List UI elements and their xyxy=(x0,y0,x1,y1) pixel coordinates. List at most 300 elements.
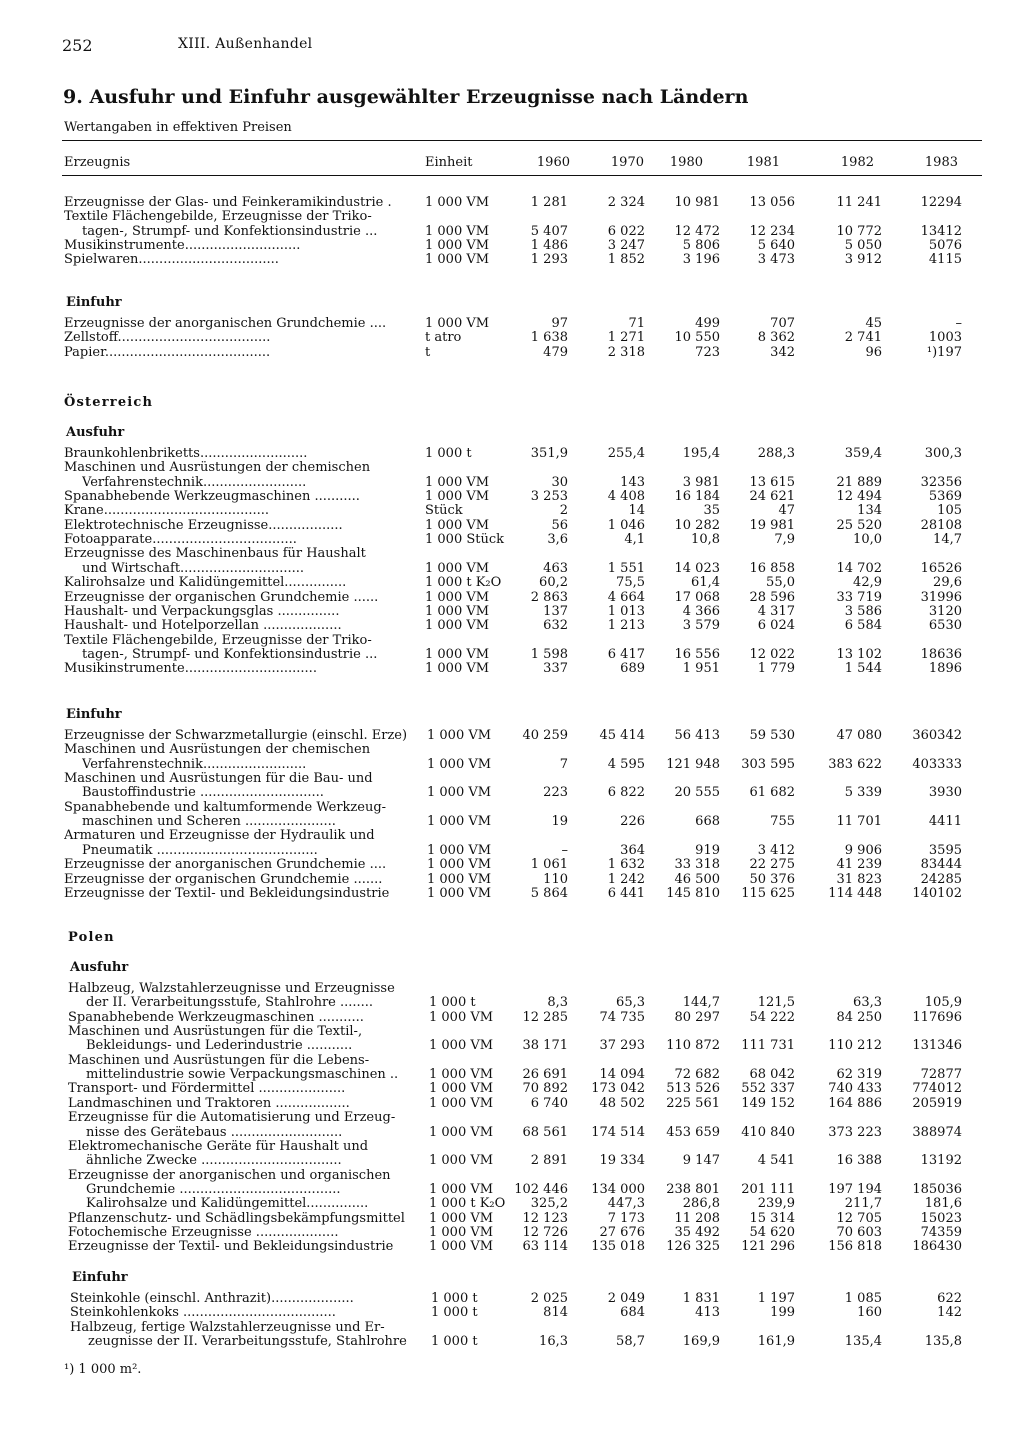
cell-value: 38 171 xyxy=(522,1038,568,1054)
cell-value: 1896 xyxy=(928,661,962,677)
cell-value: 197 194 xyxy=(828,1181,882,1197)
row-unit: 1 000 VM xyxy=(425,252,490,268)
row-unit: 1 000 VM xyxy=(425,474,490,490)
row-unit: 1 000 VM xyxy=(427,814,492,830)
row-unit: 1 000 VM xyxy=(427,785,492,801)
cell-value: 1 831 xyxy=(682,1291,720,1306)
cell-value: 707 xyxy=(770,316,795,331)
cell-value: 360342 xyxy=(912,728,962,743)
table-row xyxy=(0,996,1024,1010)
row-label: Erzeugnisse der Schwarzmetallurgie (einschl. Erze) xyxy=(64,729,408,743)
cell-value: 28108 xyxy=(920,517,962,533)
cell-value: 41 239 xyxy=(836,857,882,873)
table-row xyxy=(0,1226,1024,1240)
cell-value: 42,9 xyxy=(853,575,882,591)
cell-value: 1 046 xyxy=(607,517,645,533)
table-row xyxy=(0,605,1024,619)
cell-value: 14 094 xyxy=(599,1067,645,1083)
cell-value: 383 622 xyxy=(828,756,882,772)
table-row xyxy=(0,1068,1024,1082)
cell-value: 105 xyxy=(937,503,962,519)
cell-value: 12 726 xyxy=(522,1224,568,1240)
row-label: Pneumatik ....................................... xyxy=(82,843,318,858)
column-header-1982: 1982 xyxy=(840,155,874,170)
flow-heading: Ausfuhr xyxy=(70,960,129,975)
cell-value: 24 621 xyxy=(749,489,795,505)
cell-value: 160 xyxy=(857,1305,882,1321)
cell-value: 919 xyxy=(695,842,720,858)
cell-value: 4411 xyxy=(928,814,962,830)
table-row xyxy=(0,1025,1024,1039)
cell-value: 83444 xyxy=(920,857,962,873)
cell-value: 174 514 xyxy=(591,1124,645,1140)
cell-value: 7,9 xyxy=(774,532,795,548)
cell-value: 75,5 xyxy=(616,575,645,591)
cell-value: 1 632 xyxy=(607,857,645,873)
table-row xyxy=(0,1154,1024,1168)
row-label: Armaturen und Erzeugnisse der Hydraulik und xyxy=(64,829,375,844)
row-label: Fotoapparate................................... xyxy=(64,533,297,548)
table-row xyxy=(0,1240,1024,1254)
row-label: mittelindustrie sowie Verpackungsmaschinen .. xyxy=(86,1068,399,1083)
cell-value: 9 147 xyxy=(682,1153,720,1169)
cell-value: 1 486 xyxy=(530,238,568,254)
cell-value: 20 555 xyxy=(674,785,720,801)
cell-value: 2 318 xyxy=(607,344,645,360)
row-label: Elektrotechnische Erzeugnisse.................. xyxy=(64,518,343,533)
cell-value: 40 259 xyxy=(522,728,568,743)
cell-value: 47 080 xyxy=(836,728,882,743)
cell-value: 499 xyxy=(695,316,720,331)
cell-value: 11 701 xyxy=(836,814,882,830)
cell-value: 9 906 xyxy=(844,842,882,858)
cell-value: 1 544 xyxy=(844,661,882,677)
cell-value: 4 541 xyxy=(757,1153,795,1169)
cell-value: 195,4 xyxy=(682,446,720,461)
row-label: Baustoffindustrie .............................. xyxy=(82,786,324,801)
row-unit: 1 000 VM xyxy=(425,603,490,619)
cell-value: 6 417 xyxy=(607,646,645,662)
cell-value: 199 xyxy=(770,1305,795,1321)
cell-value: 186430 xyxy=(912,1239,962,1255)
row-label: Papier........................................ xyxy=(64,345,271,360)
page-number: 252 xyxy=(62,36,93,55)
table-row xyxy=(0,1039,1024,1053)
table-row xyxy=(0,982,1024,996)
cell-value: 6 584 xyxy=(844,618,882,634)
table-row xyxy=(0,547,1024,561)
row-unit: 1 000 VM xyxy=(425,618,490,634)
cell-value: 156 818 xyxy=(828,1239,882,1255)
row-label: und Wirtschaft.............................. xyxy=(82,561,305,576)
cell-value: 56 413 xyxy=(674,728,720,743)
table-row xyxy=(0,1082,1024,1096)
row-label: Elektromechanische Geräte für Haushalt und xyxy=(68,1139,369,1154)
cell-value: 1 551 xyxy=(607,560,645,576)
table-subtitle: Wertangaben in effektiven Preisen xyxy=(64,120,292,135)
cell-value: 97 xyxy=(551,316,568,331)
cell-value: 239,9 xyxy=(757,1196,795,1212)
cell-value: 30 xyxy=(551,474,568,490)
cell-value: 54 222 xyxy=(749,1009,795,1025)
table-row xyxy=(0,1126,1024,1140)
row-label: Maschinen und Ausrüstungen der chemischen xyxy=(64,743,371,758)
row-label: Erzeugnisse des Maschinenbaus für Haushalt xyxy=(64,547,366,562)
cell-value: 135,4 xyxy=(844,1334,882,1350)
row-label: Spanabhebende Werkzeugmaschinen ........... xyxy=(64,490,360,505)
cell-value: 58,7 xyxy=(616,1334,645,1350)
cell-value: 110 xyxy=(543,871,568,887)
row-label: Krane........................................ xyxy=(64,504,270,519)
table-row xyxy=(0,1169,1024,1183)
cell-value: 1 293 xyxy=(530,252,568,268)
table-row xyxy=(0,743,1024,757)
cell-value: 110 212 xyxy=(828,1038,882,1054)
cell-value: 145 810 xyxy=(666,885,720,901)
cell-value: 2 863 xyxy=(530,589,568,605)
cell-value: 5 806 xyxy=(682,238,720,254)
cell-value: 1 197 xyxy=(757,1291,795,1306)
table-row xyxy=(0,461,1024,475)
cell-value: 3 196 xyxy=(682,252,720,268)
cell-value: 2 891 xyxy=(530,1153,568,1169)
row-unit: 1 000 VM xyxy=(429,1239,494,1255)
table-row xyxy=(0,1292,1024,1306)
cell-value: 1 085 xyxy=(844,1291,882,1306)
cell-value: 1 779 xyxy=(757,661,795,677)
cell-value: 3930 xyxy=(928,785,962,801)
row-label: maschinen und Scheren ...................... xyxy=(82,815,336,830)
cell-value: 5 864 xyxy=(530,885,568,901)
row-label: Textile Flächengebilde, Erzeugnisse der Triko- xyxy=(64,633,372,648)
table-row xyxy=(0,317,1024,331)
row-unit: 1 000 VM xyxy=(429,1038,494,1054)
cell-value: 22 275 xyxy=(749,857,795,873)
row-label: der II. Verarbeitungsstufe, Stahlrohre ........ xyxy=(86,996,374,1011)
cell-value: 7 173 xyxy=(607,1210,645,1226)
row-label: Kalirohsalze und Kalidüngemittel............... xyxy=(86,1197,369,1212)
cell-value: – xyxy=(561,842,568,858)
row-label: Erzeugnisse der anorganischen und organischen xyxy=(68,1168,391,1183)
cell-value: 126 325 xyxy=(666,1239,720,1255)
row-label: ähnliche Zwecke .................................. xyxy=(86,1154,342,1169)
cell-value: 513 526 xyxy=(666,1081,720,1097)
table-row xyxy=(0,1011,1024,1025)
cell-value: 359,4 xyxy=(844,446,882,461)
cell-value: 13 102 xyxy=(836,646,882,662)
row-label: Landmaschinen und Traktoren .................. xyxy=(68,1096,350,1111)
cell-value: 632 xyxy=(543,618,568,634)
row-label: Pflanzenschutz- und Schädlingsbekämpfungsmittel xyxy=(68,1211,405,1226)
cell-value: 5369 xyxy=(928,489,962,505)
cell-value: 63 114 xyxy=(522,1239,568,1255)
cell-value: 16,3 xyxy=(539,1334,568,1350)
row-unit: 1 000 VM xyxy=(427,728,492,743)
cell-value: 226 xyxy=(620,814,645,830)
cell-value: 117696 xyxy=(912,1009,962,1025)
cell-value: 84 250 xyxy=(836,1009,882,1025)
cell-value: 21 889 xyxy=(836,474,882,490)
row-label: tagen-, Strumpf- und Konfektionsindustrie ... xyxy=(82,647,378,662)
row-label: Braunkohlenbriketts.......................... xyxy=(64,447,308,461)
cell-value: 14 023 xyxy=(674,560,720,576)
row-unit: 1 000 t xyxy=(431,1334,478,1350)
cell-value: 115 625 xyxy=(741,885,795,901)
cell-value: 135 018 xyxy=(591,1239,645,1255)
cell-value: 351,9 xyxy=(530,446,568,461)
cell-value: 2 324 xyxy=(607,195,645,210)
table-row xyxy=(0,662,1024,676)
row-unit: 1 000 t xyxy=(425,446,472,461)
cell-value: 1003 xyxy=(928,330,962,346)
table-row xyxy=(0,562,1024,576)
cell-value: 1 013 xyxy=(607,603,645,619)
table-row xyxy=(0,801,1024,815)
cell-value: 19 981 xyxy=(749,517,795,533)
cell-value: 135,8 xyxy=(924,1334,962,1350)
cell-value: 6530 xyxy=(928,618,962,634)
row-unit: 1 000 VM xyxy=(429,1181,494,1197)
table-row xyxy=(0,504,1024,518)
cell-value: 5 407 xyxy=(530,223,568,239)
table-row xyxy=(0,844,1024,858)
row-unit: 1 000 VM xyxy=(429,1124,494,1140)
cell-value: – xyxy=(955,316,962,331)
row-label: Verfahrenstechnik......................... xyxy=(82,475,307,490)
cell-value: 50 376 xyxy=(749,871,795,887)
row-label: Verfahrenstechnik......................... xyxy=(82,757,307,772)
row-label: Kalirohsalze und Kalidüngemittel............... xyxy=(64,576,347,591)
table-row xyxy=(0,619,1024,633)
cell-value: 111 731 xyxy=(741,1038,795,1054)
cell-value: 59 530 xyxy=(749,728,795,743)
table-row xyxy=(0,253,1024,267)
cell-value: 364 xyxy=(620,842,645,858)
cell-value: 54 620 xyxy=(749,1224,795,1240)
cell-value: 144,7 xyxy=(682,995,720,1011)
column-header-1983: 1983 xyxy=(924,155,958,170)
chapter-title: XIII. Außenhandel xyxy=(178,36,313,52)
cell-value: 13 056 xyxy=(749,195,795,210)
row-unit: 1 000 VM xyxy=(427,885,492,901)
row-unit: 1 000 VM xyxy=(425,589,490,605)
cell-value: 774012 xyxy=(912,1081,962,1097)
cell-value: 1 213 xyxy=(607,618,645,634)
table-row xyxy=(0,1183,1024,1197)
cell-value: 10 550 xyxy=(674,330,720,346)
cell-value: 26 691 xyxy=(522,1067,568,1083)
cell-value: 140102 xyxy=(912,885,962,901)
country-heading: Österreich xyxy=(64,395,154,410)
cell-value: 4115 xyxy=(928,252,962,268)
cell-value: 16 556 xyxy=(674,646,720,662)
row-label: Bekleidungs- und Lederindustrie ........... xyxy=(86,1039,353,1054)
cell-value: 110 872 xyxy=(666,1038,720,1054)
cell-value: 19 334 xyxy=(599,1153,645,1169)
cell-value: 65,3 xyxy=(616,995,645,1011)
cell-value: 142 xyxy=(937,1305,962,1321)
table-row xyxy=(0,786,1024,800)
row-unit: 1 000 t K₂O xyxy=(425,575,502,591)
column-header-1970: 1970 xyxy=(610,155,644,170)
cell-value: 1 852 xyxy=(607,252,645,268)
table-row xyxy=(0,858,1024,872)
cell-value: 6 022 xyxy=(607,223,645,239)
row-label: Erzeugnisse der Glas- und Feinkeramikindustrie . xyxy=(64,196,392,210)
cell-value: 29,6 xyxy=(933,575,962,591)
row-label: Zellstoff..................................... xyxy=(64,331,271,346)
cell-value: 2 049 xyxy=(607,1291,645,1306)
row-unit: 1 000 VM xyxy=(427,756,492,772)
cell-value: 3 579 xyxy=(682,618,720,634)
cell-value: 37 293 xyxy=(599,1038,645,1054)
table-row xyxy=(0,1212,1024,1226)
cell-value: 3 981 xyxy=(682,474,720,490)
cell-value: 3120 xyxy=(928,603,962,619)
cell-value: 2 xyxy=(559,503,568,519)
row-unit: 1 000 VM xyxy=(425,316,490,331)
cell-value: 6 822 xyxy=(607,785,645,801)
column-header-1980: 1980 xyxy=(669,155,703,170)
cell-value: 121 296 xyxy=(741,1239,795,1255)
cell-value: 740 433 xyxy=(828,1081,882,1097)
cell-value: 1 281 xyxy=(530,195,568,210)
table-row xyxy=(0,829,1024,843)
row-label: Maschinen und Ausrüstungen für die Textil-, xyxy=(68,1025,363,1040)
cell-value: 211,7 xyxy=(844,1196,882,1212)
row-unit: 1 000 VM xyxy=(429,1224,494,1240)
row-unit: t xyxy=(425,344,431,360)
cell-value: 288,3 xyxy=(757,446,795,461)
cell-value: 3595 xyxy=(928,842,962,858)
table-row xyxy=(0,490,1024,504)
row-label: Erzeugnisse der organischen Grundchemie ...... xyxy=(64,590,379,605)
cell-value: 413 xyxy=(695,1305,720,1321)
row-label: nisse des Gerätebaus ........................... xyxy=(86,1125,343,1140)
row-label: Musikinstrumente................................ xyxy=(64,662,317,677)
cell-value: 6 441 xyxy=(607,885,645,901)
cell-value: ¹)197 xyxy=(926,344,962,360)
cell-value: 181,6 xyxy=(924,1196,962,1212)
row-unit: 1 000 VM xyxy=(429,1081,494,1097)
row-unit: 1 000 VM xyxy=(425,517,490,533)
row-unit: 1 000 VM xyxy=(425,560,490,576)
cell-value: 814 xyxy=(543,1305,568,1321)
row-label: Erzeugnisse für die Automatisierung und Erzeug- xyxy=(68,1111,396,1126)
cell-value: 31 823 xyxy=(836,871,882,887)
cell-value: 45 xyxy=(865,316,882,331)
cell-value: 137 xyxy=(543,603,568,619)
cell-value: 238 801 xyxy=(666,1181,720,1197)
cell-value: 13412 xyxy=(920,223,962,239)
cell-value: 205919 xyxy=(912,1095,962,1111)
table-row xyxy=(0,1306,1024,1320)
cell-value: 14 xyxy=(628,503,645,519)
table-row xyxy=(0,576,1024,590)
row-label: Halbzeug, Walzstahlerzeugnisse und Erzeugnisse xyxy=(68,982,395,996)
row-label: Erzeugnisse der Textil- und Bekleidungsindustrie xyxy=(64,886,390,901)
cell-value: 32356 xyxy=(920,474,962,490)
cell-value: 6 024 xyxy=(757,618,795,634)
cell-value: 8 362 xyxy=(757,330,795,346)
cell-value: 479 xyxy=(543,344,568,360)
cell-value: 3,6 xyxy=(547,532,568,548)
cell-value: 18636 xyxy=(920,646,962,662)
cell-value: 102 446 xyxy=(514,1181,568,1197)
table-row xyxy=(0,210,1024,224)
cell-value: 33 318 xyxy=(674,857,720,873)
cell-value: 622 xyxy=(937,1291,962,1306)
cell-value: 723 xyxy=(695,344,720,360)
cell-value: 342 xyxy=(770,344,795,360)
row-unit: 1 000 VM xyxy=(429,1009,494,1025)
row-label: Steinkohle (einschl. Anthrazit).................... xyxy=(70,1292,354,1306)
table-row xyxy=(0,476,1024,490)
row-label: zeugnisse der II. Verarbeitungsstufe, Stahlrohre xyxy=(88,1335,407,1350)
cell-value: 131346 xyxy=(912,1038,962,1054)
cell-value: 134 000 xyxy=(591,1181,645,1197)
table-row xyxy=(0,887,1024,901)
column-header-product: Erzeugnis xyxy=(64,155,131,170)
cell-value: 1 242 xyxy=(607,871,645,887)
row-label: Erzeugnisse der Textil- und Bekleidungsindustrie xyxy=(68,1240,394,1255)
cell-value: 17 068 xyxy=(674,589,720,605)
row-unit: 1 000 VM xyxy=(425,489,490,505)
table-row xyxy=(0,1054,1024,1068)
cell-value: 12 022 xyxy=(749,646,795,662)
row-label: Maschinen und Ausrüstungen der chemischen xyxy=(64,461,371,476)
row-unit: 1 000 VM xyxy=(429,1210,494,1226)
cell-value: 35 xyxy=(703,503,720,519)
cell-value: 1 598 xyxy=(530,646,568,662)
cell-value: 72 682 xyxy=(674,1067,720,1083)
row-label: Halbzeug, fertige Walzstahlerzeugnisse und Er- xyxy=(70,1320,385,1335)
cell-value: 70 892 xyxy=(522,1081,568,1097)
cell-value: 3 586 xyxy=(844,603,882,619)
row-unit: Stück xyxy=(425,503,463,519)
cell-value: 410 840 xyxy=(741,1124,795,1140)
flow-heading: Einfuhr xyxy=(72,1270,128,1285)
row-unit: 1 000 t xyxy=(431,1305,478,1321)
cell-value: 19 xyxy=(551,814,568,830)
table-row xyxy=(0,519,1024,533)
row-unit: 1 000 t xyxy=(431,1291,478,1306)
cell-value: 134 xyxy=(857,503,882,519)
cell-value: 3 412 xyxy=(757,842,795,858)
cell-value: 96 xyxy=(865,344,882,360)
cell-value: 12 472 xyxy=(674,223,720,239)
row-label: Transport- und Fördermittel ..................... xyxy=(68,1082,346,1097)
row-label: Spanabhebende Werkzeugmaschinen ........... xyxy=(68,1010,364,1025)
row-unit: 1 000 VM xyxy=(425,238,490,254)
cell-value: 4 595 xyxy=(607,756,645,772)
cell-value: 6 740 xyxy=(530,1095,568,1111)
cell-value: 10 772 xyxy=(836,223,882,239)
cell-value: 71 xyxy=(628,316,645,331)
column-header-unit: Einheit xyxy=(425,155,473,170)
cell-value: 46 500 xyxy=(674,871,720,887)
cell-value: 13192 xyxy=(920,1153,962,1169)
row-label: Fotochemische Erzeugnisse .................... xyxy=(68,1225,339,1240)
cell-value: 300,3 xyxy=(924,446,962,461)
cell-value: 173 042 xyxy=(591,1081,645,1097)
flow-heading: Einfuhr xyxy=(66,707,122,722)
cell-value: 14 702 xyxy=(836,560,882,576)
cell-value: 3 473 xyxy=(757,252,795,268)
row-label: Spanabhebende und kaltumformende Werkzeug- xyxy=(64,800,387,815)
column-header-1960: 1960 xyxy=(536,155,570,170)
cell-value: 1 061 xyxy=(530,857,568,873)
